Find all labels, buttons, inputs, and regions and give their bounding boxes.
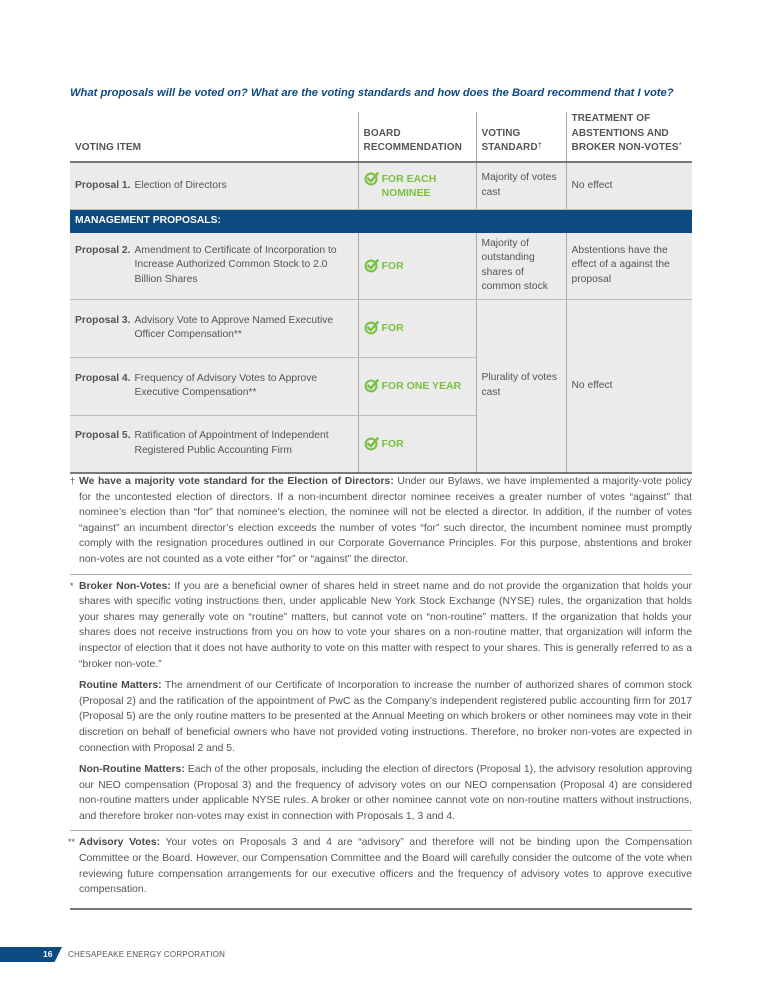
proposal-description: Frequency of Advisory Votes to Approve Executive Compensation** xyxy=(134,372,318,398)
recommendation-label: FOR EACH NOMINEE xyxy=(381,172,437,199)
footnote-text: Each of the other proposals, including the election of directors (Proposal 1), the advisory resolution approving our NEO compensation (Proposal 3) and the frequency of advisory votes on our NEO compensation (Proposal 4) are considered non-routine matters under applicable NYSE rules. A broker or other nominee cannot vote on non-routine matters without instructions, and therefore broker non-votes may exist in connection with Proposals 1, 3 and 4. xyxy=(79,764,692,822)
footnote-title: Routine Matters: xyxy=(79,680,162,692)
page-number: 16 xyxy=(43,949,53,959)
check-circle-icon xyxy=(364,320,379,335)
proposal-description: Ratification of Appointment of Independent Registered Public Accounting Firm xyxy=(134,430,329,456)
header-treatment-label: TREATMENT OF ABSTENTIONS AND BROKER NON-VOTES xyxy=(571,113,679,153)
section-label: MANAGEMENT PROPOSALS: xyxy=(70,210,692,233)
recommendation-cell xyxy=(358,162,476,210)
treatment-cell: No effect xyxy=(566,299,692,473)
footnote-title: We have a majority vote standard for the Election of Directors: xyxy=(79,476,394,487)
treatment-cell: Abstentions have the effect of a against the proposal xyxy=(566,233,692,300)
footnote-text: Under our Bylaws, we have implemented a majority-vote policy for the uncontested election of directors. If a non-incumbent director nominee receives a greater number of votes “against” that nominee’s election than “for” that nominee’s election, the nominee will not be elected a director. In addition, if the number of votes “against” an incumbent director’s election exceeds the number of votes “for” such director, the incumbent nominee must promptly comply with the resignation procedures outlined in our Corporate Governance Principles. For this purpose, abstentions and broker non-votes are not counted as a vote either “for” or “against” the director. xyxy=(79,476,693,565)
table-row xyxy=(70,233,692,300)
recommendation-cell xyxy=(358,299,476,357)
footnote-mark: ** xyxy=(68,837,76,848)
footnote-paragraph-broker xyxy=(79,579,692,673)
proposal-description: Amendment to Certificate of Incorporation to Increase Authorized Common Stock to 2.0 Billion Shares xyxy=(134,244,337,285)
header-voting-standard-label: VOTING STANDARD xyxy=(481,127,538,153)
footnotes xyxy=(70,470,692,910)
proposal-number: Proposal 1. xyxy=(75,179,131,191)
proposal-number: Proposal 5. xyxy=(75,430,131,442)
check-circle-icon xyxy=(364,258,379,273)
footnote-paragraph-routine xyxy=(79,678,692,756)
proposal-number: Proposal 2. xyxy=(75,244,131,256)
company-name: CHESAPEAKE ENERGY CORPORATION xyxy=(68,950,226,959)
recommendation-label: FOR ONE YEAR xyxy=(381,380,462,392)
footnote-text: Your votes on Proposals 3 and 4 are “advisory” and therefore will not be binding upon the Compensation Committee or the Board. However, our Compensation Committee and the Board will carefully consider the outcome of the vote when reviewing future compensation arrangements for our executive officers and the frequency of advisory votes to approve executive compensation. xyxy=(79,837,692,896)
proposal-number: Proposal 3. xyxy=(75,314,131,326)
table-row xyxy=(70,299,692,357)
voting-item-cell xyxy=(70,357,358,415)
section-question-heading: What proposals will be voted on? What are the voting standards and how does the Board recommend that I vote? xyxy=(70,87,674,99)
voting-item-cell xyxy=(70,299,358,357)
footnote-double-asterisk xyxy=(70,831,692,909)
footnote-asterisk xyxy=(70,575,692,832)
page-number-tab xyxy=(0,947,62,962)
footnote-title: Non-Routine Matters: xyxy=(79,764,185,776)
footnote-title: Broker Non-Votes: xyxy=(79,580,171,592)
footnote-title: Advisory Votes: xyxy=(79,837,161,849)
page-footer xyxy=(0,947,400,962)
footnote-paragraph xyxy=(79,835,692,897)
recommendation-label: FOR xyxy=(381,437,404,450)
voting-item-cell xyxy=(70,162,358,210)
recommendation-label: FOR xyxy=(381,322,404,334)
voting-item-cell xyxy=(70,233,358,300)
dagger-mark: † xyxy=(537,141,543,150)
recommendation-cell xyxy=(358,357,476,415)
header-voting-standard xyxy=(476,112,566,162)
voting-standard-cell: Plurality of votes cast xyxy=(476,299,566,473)
recommendation-cell xyxy=(358,415,476,473)
proposal-number: Proposal 4. xyxy=(75,372,131,384)
asterisk-mark: * xyxy=(678,141,682,150)
check-circle-icon xyxy=(364,436,379,451)
table-header-row xyxy=(70,112,692,162)
voting-standard-cell: Majority of votes cast xyxy=(476,162,566,210)
treatment-cell: No effect xyxy=(566,162,692,210)
footnote-mark: † xyxy=(70,476,76,486)
header-treatment xyxy=(566,112,692,162)
proposal-description: Election of Directors xyxy=(134,179,227,191)
header-board-recommendation: BOARD RECOMMENDATION xyxy=(358,112,476,162)
footnote-paragraph xyxy=(79,474,692,568)
voting-standard-cell: Majority of outstanding shares of common stock xyxy=(476,233,566,300)
check-circle-icon xyxy=(364,378,379,393)
header-voting-item: VOTING ITEM xyxy=(70,112,358,162)
footnote-paragraph-nonroutine xyxy=(79,762,692,824)
footnote-text: If you are a beneficial owner of shares held in street name and do not provide the organization that holds your shares with specific voting instructions then, under applicable New York Stock Exchange (NYSE) rules, the organization that holds your shares may generally vote on “routine” matters, but cannot vote on “non-routine” matters. If the organization that holds your shares does not receive instructions from you on how to vote your shares on a non-routine matter, that organization will inform the inspector of election that it does not have authority to vote on this matter with respect to your shares. This is generally referred to as a “broker non-vote.” xyxy=(79,580,692,670)
recommendation-label: FOR xyxy=(381,259,404,272)
proposal-description: Advisory Vote to Approve Named Executive Officer Compensation** xyxy=(134,314,334,340)
footnote-mark: * xyxy=(70,580,74,591)
voting-item-cell xyxy=(70,415,358,473)
voting-items-table xyxy=(70,112,692,474)
check-circle-icon xyxy=(364,171,379,186)
table-row xyxy=(70,162,692,210)
section-row-management-proposals xyxy=(70,210,692,233)
footnote-text: The amendment of our Certificate of Incorporation to increase the number of authorized shares of common stock (Proposal 2) and the ratification of the appointment of PwC as the Company’s independent registered public accounting firm for 2017 (Proposal 5) are the only routine matters to be presented at the Annual Meeting on which brokers or other nominees may vote in their discretion on behalf of beneficial owners who have not provided voting instructions. Therefore, no broker non-votes are expected in connection with Proposal 2 and 5. xyxy=(79,680,692,754)
footnote-dagger xyxy=(70,470,692,575)
recommendation-cell xyxy=(358,233,476,300)
